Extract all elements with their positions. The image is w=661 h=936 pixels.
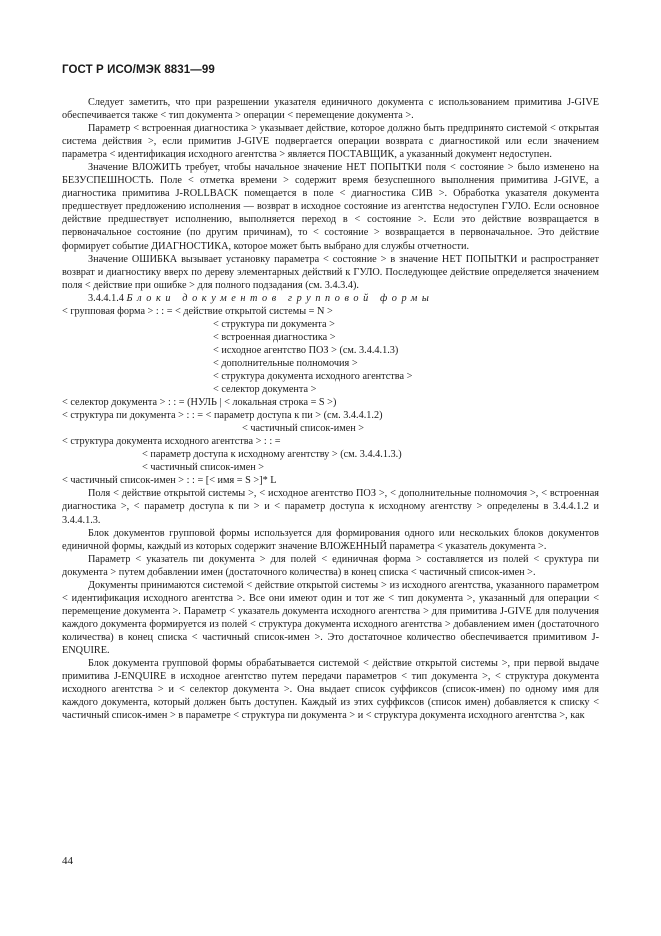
paragraph: Документы принимаются системой < действие открытой системы > из исходного агентства, указанного параметром < идентификация исходного агентства >. Все они имеют один и тот же < тип документа >, указанный для операции < перемещение документа >. Параметр < указатель документа исходного агентства > для примитива J-GIVE для получения каждого документа формируется из полей < структура документа исходного агентства > добавлением имен (достаточного количества) в конец списка < частичный список-имен >. Это достаточное количество обеспечивается примитивом J-ENQUIRE.	[62, 579, 599, 656]
document-page	[62, 0, 599, 936]
section-title: Блоки документов групповой формы	[126, 292, 434, 304]
paragraph: Значение ВЛОЖИТЬ требует, чтобы начальное значение НЕТ ПОПЫТКИ поля < состояние > было изменено на БЕЗУСПЕШНОСТЬ. Поле < отметка времени > содержит время безуспешного выполнения примитива J-GIVE, а диагностика примитива J-ROLLBACK помещается в поле < диагностика СИВ >. Обработка указателя документа предшествует предложению исполнения — возврат в исходное состояние из агентства недоступен ГУЛО. Если основное действие предшествует исполнению, выполняется переход в < состояние >. Если это действие возвращается в первоначальное состояние (по другим причинам), то < состояние > возвращается в первоначальное. Это действие формирует событие ДИАГНОСТИКА, которое может быть выбрано для службы отчетности.	[62, 162, 599, 252]
document-header: ГОСТ Р ИСО/МЭК 8831—99	[62, 64, 215, 76]
page-number: 44	[62, 855, 73, 867]
grammar-line: < параметр доступа к исходному агентству > (см. 3.4.4.1.3.)	[142, 449, 402, 461]
document-body	[62, 96, 599, 722]
grammar-line: < исходное агентство ПОЗ > (см. 3.4.4.1.3)	[213, 344, 399, 356]
section-number: 3.4.4.1.4	[88, 292, 124, 304]
paragraph: Блок документов групповой формы используется для формирования одного или нескольких блоков документов единичной формы, каждый из которых содержит значение ВЛОЖЕННЫЙ параметра < указатель документа >.	[62, 527, 599, 552]
grammar-line: < селектор документа >	[213, 384, 317, 396]
paragraph: Значение ОШИБКА вызывает установку параметра < состояние > в значение НЕТ ПОПЫТКИ и распространяет возврат и диагностику вверх по дереву элементарных действий к ГУЛО. Последующее действие определяется значением поля < действие при ошибке > для полного подзадания (см. 3.4.3.4).	[62, 253, 599, 291]
paragraph: Следует заметить, что при разрешении указателя единичного документа с использованием примитива J-GIVE обеспечивается также < тип документа > операции < перемещение документа >.	[62, 97, 599, 122]
paragraph: Параметр < указатель пи документа > для полей < единичная форма > составляется из полей < сруктура пи документа > путем добавлении имен (достаточного количества) в конец списка < частичный список-имен >.	[62, 553, 599, 578]
grammar-line: < частичный список-имен >	[142, 462, 265, 474]
paragraph: Блок документа групповой формы обрабатывается системой < действие открытой системы >, при первой выдаче примитива J-ENQUIRE в исходное агентство путем передачи параметров < тип документа >, < структура документа исходного агентства > и < селектор документа >. Она выдает список суффиксов (список-имен) по одному имя для каждого документа, который должен быть доступен. Каждый из этих суффиксов (список имен) добавляется к списку < частичный список-имен > в параметре < структура пи документа > и < структура документа исходного агентства >, как	[62, 658, 599, 722]
grammar-line: < структура пи документа > : : = < параметр доступа к пи > (см. 3.4.4.1.2)	[62, 410, 383, 422]
paragraph: Параметр < встроенная диагностика > указывает действие, которое должно быть предпринято системой < открытая система действия >, если примитив J-GIVE подвергается операции возврата с диагностикой или если значением параметра < идентификация исходного агентства > является ПОСТАВЩИК, а указанный документ недоступен.	[62, 123, 599, 161]
grammar-line: < групповая форма > : : = < действие открытой системы = N >	[62, 305, 333, 317]
grammar-line: < структура документа исходного агентства >	[213, 370, 413, 382]
grammar-line: < селектор документа > : : = (НУЛЬ | < локальная строка = S >)	[62, 397, 337, 409]
paragraph: Поля < действие открытой системы >, < исходное агентство ПОЗ >, < дополнительные полномочия >, < встроенная диагностика >, < параметр доступа к пи > и < параметр доступа к исходному агентству > определены в 3.4.4.1.2 и 3.4.4.1.3.	[62, 488, 599, 526]
grammar-line: < частичный список-имен >	[242, 423, 365, 435]
grammar-line: < дополнительные полномочия >	[213, 357, 358, 369]
grammar-line: < встроенная диагностика >	[213, 331, 336, 343]
grammar-line: < структура пи документа >	[213, 318, 335, 330]
grammar-line: < структура документа исходного агентства > : : =	[62, 436, 281, 448]
grammar-line: < частичный список-имен > : : = [< имя = S >]* L	[62, 475, 277, 487]
grammar-block	[62, 305, 599, 488]
section-heading	[62, 292, 599, 305]
